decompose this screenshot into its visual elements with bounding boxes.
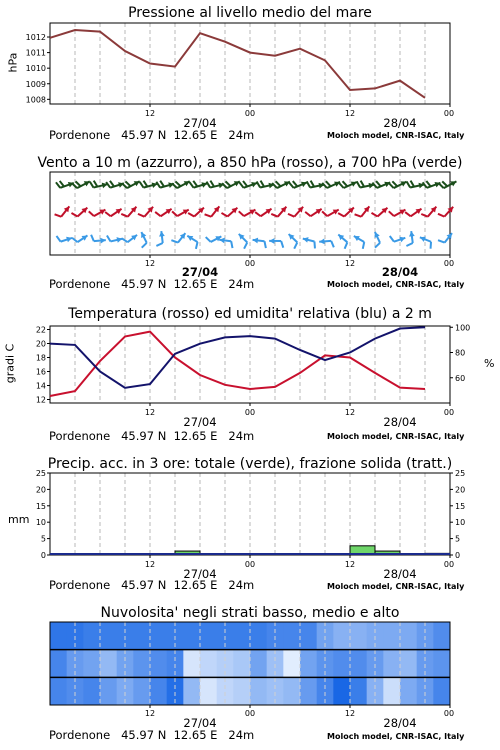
barb-700-barb bbox=[160, 181, 164, 187]
cloud-cell bbox=[100, 677, 117, 705]
x-tick-label: 00 bbox=[244, 560, 256, 569]
cloud-cell bbox=[83, 622, 100, 650]
cloud-cell bbox=[400, 677, 417, 705]
barb-10m-barb bbox=[294, 242, 297, 248]
cloud-cell bbox=[83, 650, 100, 678]
model-credit: Moloch model, CNR-ISAC, Italy bbox=[327, 131, 465, 140]
location-label: Pordenone 45.97 N 12.65 E 24m bbox=[49, 128, 255, 142]
barb-850-barb bbox=[55, 214, 62, 216]
barb-850-barb bbox=[239, 211, 244, 216]
barb-700-barb bbox=[411, 181, 415, 187]
y-axis-label-right: % bbox=[484, 357, 495, 370]
cloud-cell bbox=[133, 677, 150, 705]
x-tick-label: 12 bbox=[144, 408, 156, 417]
y-tick-label-right: 5 bbox=[455, 534, 461, 544]
barb-850-barb bbox=[121, 214, 127, 217]
barb-700-barb bbox=[339, 183, 344, 188]
barb-10m-barb bbox=[406, 243, 412, 246]
barb-850-barb bbox=[355, 214, 362, 216]
barb-700-barb bbox=[361, 181, 364, 187]
pressure-line bbox=[50, 30, 425, 98]
x-tick-label: 00 bbox=[443, 259, 455, 268]
x-tick-label: 12 bbox=[144, 709, 156, 718]
barb-700-barb bbox=[357, 181, 360, 187]
barb-700-barb bbox=[392, 181, 397, 186]
barb-850-barb bbox=[305, 212, 311, 216]
cloud-cover-panel bbox=[0, 595, 500, 750]
barb-700-barb bbox=[276, 181, 281, 186]
barb-10m-barb bbox=[156, 243, 162, 246]
y-tick-label: 20 bbox=[35, 339, 46, 349]
x-tick-label: 12 bbox=[144, 560, 156, 569]
precipitation-panel bbox=[0, 445, 500, 595]
cloud-cell bbox=[183, 622, 200, 650]
x-tick-label: 00 bbox=[443, 709, 455, 718]
y-axis-label: mm bbox=[8, 513, 30, 526]
y-tick-label: 25 bbox=[35, 469, 46, 478]
barb-700-barb bbox=[439, 183, 444, 188]
cloud-cell bbox=[233, 650, 250, 678]
barb-10m-barb bbox=[345, 242, 348, 248]
barb-700-barb bbox=[407, 181, 411, 187]
barb-10m-barb bbox=[438, 240, 445, 242]
barb-850-barb bbox=[389, 211, 394, 216]
y-tick-label: 1010 bbox=[25, 64, 46, 74]
barb-700-barb bbox=[442, 181, 447, 186]
barb-850-barb bbox=[338, 213, 344, 216]
cloud-cell bbox=[83, 677, 100, 705]
x-tick-label: 00 bbox=[244, 408, 256, 417]
barb-700-barb bbox=[389, 183, 394, 188]
barb-700-barb bbox=[206, 182, 210, 188]
barb-700-barb bbox=[125, 181, 130, 186]
x-tick-label: 00 bbox=[244, 259, 256, 268]
cloud-cell bbox=[283, 622, 300, 650]
cloud-cell bbox=[400, 622, 417, 650]
location-label: Pordenone 45.97 N 12.65 E 24m bbox=[49, 429, 255, 443]
y-tick-label: 1012 bbox=[25, 33, 46, 43]
cloud-cell bbox=[200, 677, 217, 705]
barb-850-barb bbox=[438, 214, 444, 217]
cloud-cell bbox=[333, 677, 350, 705]
y-tick-label: 15 bbox=[35, 501, 46, 511]
barb-10m-barb bbox=[281, 241, 283, 248]
barb-700-barb bbox=[189, 182, 193, 188]
location-label: Pordenone 45.97 N 12.65 E 24m bbox=[49, 728, 255, 742]
cloud-cell bbox=[433, 650, 450, 678]
barb-10m-barb bbox=[314, 241, 315, 248]
date-label: 28/04 bbox=[383, 415, 417, 429]
barb-700-barb bbox=[311, 181, 314, 187]
barb-10m-barb bbox=[196, 242, 198, 249]
cloud-cell bbox=[300, 650, 317, 678]
cloud-cell bbox=[333, 622, 350, 650]
barb-700-barb bbox=[226, 181, 231, 186]
barb-10m-barb bbox=[142, 243, 147, 248]
barb-10m-barb bbox=[331, 241, 334, 247]
barb-10m-barb bbox=[206, 237, 211, 242]
date-label: 27/04 bbox=[183, 716, 217, 730]
cloud-cell bbox=[433, 677, 450, 705]
x-tick-label: 12 bbox=[144, 109, 156, 118]
barb-10m-barb bbox=[171, 240, 178, 242]
wind-panel bbox=[0, 145, 500, 290]
x-tick-label: 00 bbox=[244, 709, 256, 718]
barb-850-barb bbox=[405, 212, 411, 216]
y-tick-label: 0 bbox=[40, 551, 46, 560]
pressure-chart bbox=[0, 0, 500, 145]
x-tick-label: 00 bbox=[244, 109, 256, 118]
chart-title: Precip. acc. in 3 ore: totale (verde), frazione solida (tratt.) bbox=[47, 456, 453, 472]
barb-10m-barb bbox=[91, 235, 94, 241]
y-tick-label-right: 60 bbox=[455, 373, 466, 383]
location-label: Pordenone 45.97 N 12.65 E 24m bbox=[49, 578, 255, 592]
cloud-cell bbox=[250, 622, 267, 650]
cloud-cell bbox=[200, 650, 217, 678]
barb-850-barb bbox=[205, 214, 212, 216]
chart-title: Vento a 10 m (azzurro), a 850 hPa (rosso), a 700 hPa (verde) bbox=[37, 155, 463, 171]
cloud-cell bbox=[233, 622, 250, 650]
barb-10m-barb bbox=[375, 243, 380, 248]
cloud-cell bbox=[350, 650, 367, 678]
model-credit: Moloch model, CNR-ISAC, Italy bbox=[327, 582, 465, 591]
barb-700-barb bbox=[376, 181, 381, 186]
barb-850-barb bbox=[421, 214, 427, 217]
temperature-humidity-panel bbox=[0, 290, 500, 445]
model-credit: Moloch model, CNR-ISAC, Italy bbox=[327, 432, 465, 441]
cloud-cell bbox=[300, 622, 317, 650]
precipitation-chart bbox=[0, 445, 500, 595]
cloud-cell bbox=[383, 622, 400, 650]
x-tick-label: 00 bbox=[443, 109, 455, 118]
barb-10m-head bbox=[100, 238, 105, 244]
y-tick-label-right: 25 bbox=[455, 469, 466, 478]
barb-700-barb bbox=[243, 181, 247, 187]
barb-700-barb bbox=[426, 181, 430, 187]
barb-700-barb bbox=[140, 182, 144, 188]
barb-10m-barb bbox=[390, 236, 394, 242]
barb-700-barb bbox=[60, 181, 64, 187]
model-credit: Moloch model, CNR-ISAC, Italy bbox=[327, 732, 465, 741]
barb-700-barb bbox=[210, 181, 214, 187]
y-tick-label: 18 bbox=[35, 353, 46, 363]
x-tick-label: 12 bbox=[344, 709, 356, 718]
x-tick-label: 12 bbox=[344, 408, 356, 417]
cloud-cell bbox=[133, 650, 150, 678]
cloud-cell bbox=[183, 650, 200, 678]
barb-700-barb bbox=[76, 181, 81, 186]
y-tick-label-right: 80 bbox=[455, 348, 466, 358]
x-tick-label: 12 bbox=[344, 109, 356, 118]
location-label: Pordenone 45.97 N 12.65 E 24m bbox=[49, 277, 255, 291]
barb-850-barb bbox=[288, 214, 294, 217]
temperature-chart bbox=[0, 290, 500, 445]
cloud-cell bbox=[250, 677, 267, 705]
y-tick-label-right: 0 bbox=[455, 551, 461, 560]
cloud-cell bbox=[383, 650, 400, 678]
cloud-cell bbox=[200, 622, 217, 650]
barb-700-barb bbox=[239, 182, 243, 188]
date-label: 28/04 bbox=[383, 116, 417, 130]
date-label: 28/04 bbox=[383, 716, 417, 730]
barb-10m-barb bbox=[107, 235, 111, 241]
cloud-cell bbox=[50, 622, 67, 650]
humidity-line bbox=[50, 327, 425, 388]
y-tick-label-right: 10 bbox=[455, 518, 466, 528]
cloud-cell bbox=[100, 650, 117, 678]
barb-700-barb bbox=[289, 183, 294, 188]
barb-700-barb bbox=[56, 182, 60, 188]
barb-850-barb bbox=[138, 214, 144, 217]
cloud-cell bbox=[133, 622, 150, 650]
cloud-cell bbox=[150, 650, 167, 678]
barb-10m-barb bbox=[56, 236, 60, 242]
barb-850-barb bbox=[155, 212, 161, 216]
barb-850-barb bbox=[105, 212, 111, 216]
barb-10m-head bbox=[319, 239, 324, 245]
barb-700-barb bbox=[326, 181, 331, 186]
barb-850-barb bbox=[255, 212, 261, 216]
y-tick-label: 14 bbox=[35, 381, 46, 391]
barb-700-barb bbox=[257, 181, 261, 187]
chart-title: Nuvolosita' negli strati basso, medio e alto bbox=[100, 605, 400, 621]
x-tick-label: 00 bbox=[443, 408, 455, 417]
cloud-cell bbox=[300, 677, 317, 705]
y-tick-label: 12 bbox=[35, 395, 46, 405]
barb-10m-barb bbox=[264, 241, 265, 248]
barb-10m-head bbox=[269, 238, 274, 244]
model-credit: Moloch model, CNR-ISAC, Italy bbox=[327, 280, 465, 289]
cloud-cell bbox=[183, 677, 200, 705]
barb-10m-barb bbox=[244, 242, 247, 248]
y-tick-label-right: 20 bbox=[455, 485, 466, 495]
barb-700-barb bbox=[110, 181, 114, 187]
barb-700-barb bbox=[90, 182, 94, 188]
cloud-cover-chart bbox=[0, 595, 500, 750]
chart-title: Temperatura (rosso) ed umidita' relativa (blu) a 2 m bbox=[68, 306, 432, 322]
cloud-cell bbox=[350, 677, 367, 705]
cloud-cell bbox=[383, 677, 400, 705]
cloud-cell bbox=[350, 622, 367, 650]
date-label: 27/04 bbox=[181, 265, 219, 279]
x-tick-label: 12 bbox=[344, 560, 356, 569]
y-tick-label: 1008 bbox=[25, 95, 46, 105]
barb-700-barb bbox=[343, 181, 348, 186]
cloud-cell bbox=[50, 677, 67, 705]
date-label: 28/04 bbox=[383, 567, 417, 581]
barb-700-barb bbox=[175, 181, 180, 186]
y-tick-label: 1011 bbox=[25, 48, 46, 58]
date-label: 28/04 bbox=[381, 265, 419, 279]
cloud-cell bbox=[400, 650, 417, 678]
y-tick-label: 16 bbox=[35, 367, 46, 377]
y-tick-label: 1009 bbox=[25, 79, 46, 89]
barb-700-barb bbox=[94, 181, 98, 187]
y-tick-label: 20 bbox=[35, 485, 46, 495]
cloud-cell bbox=[433, 622, 450, 650]
plot-frame bbox=[50, 473, 450, 555]
y-tick-label: 5 bbox=[40, 534, 46, 544]
barb-850-barb bbox=[271, 214, 277, 217]
barb-700-barb bbox=[293, 181, 298, 186]
barb-700-barb bbox=[307, 181, 310, 187]
x-tick-label: 00 bbox=[443, 560, 455, 569]
cloud-cell bbox=[283, 677, 300, 705]
cloud-cell bbox=[333, 650, 350, 678]
date-label: 27/04 bbox=[183, 116, 217, 130]
date-label: 27/04 bbox=[183, 415, 217, 429]
y-tick-label: 10 bbox=[35, 518, 46, 528]
chart-title: Pressione al livello medio del mare bbox=[128, 5, 372, 21]
y-axis-label-left: gradi C bbox=[3, 343, 17, 384]
y-tick-label: 22 bbox=[35, 325, 46, 335]
y-axis-label: hPa bbox=[6, 52, 20, 73]
y-tick-label-right: 15 bbox=[455, 501, 466, 511]
cloud-cell bbox=[50, 650, 67, 678]
barb-10m-barb bbox=[231, 241, 232, 248]
wind-chart bbox=[0, 145, 500, 290]
cloud-cell bbox=[233, 677, 250, 705]
barb-700-barb bbox=[144, 181, 148, 187]
x-tick-label: 12 bbox=[344, 259, 356, 268]
date-label: 27/04 bbox=[183, 567, 217, 581]
cloud-cell bbox=[100, 622, 117, 650]
barb-850-barb bbox=[89, 211, 94, 216]
y-tick-label-right: 100 bbox=[455, 323, 471, 333]
barb-10m-barb bbox=[363, 242, 364, 249]
pressure-panel bbox=[0, 0, 500, 145]
barb-700-barb bbox=[193, 181, 197, 187]
barb-850-barb bbox=[188, 213, 194, 216]
cloud-cell bbox=[283, 650, 300, 678]
cloud-cell bbox=[150, 622, 167, 650]
barb-700-barb bbox=[261, 181, 265, 187]
cloud-cell bbox=[250, 650, 267, 678]
cloud-cell bbox=[150, 677, 167, 705]
plot-frame bbox=[50, 23, 450, 104]
x-tick-label: 12 bbox=[144, 259, 156, 268]
